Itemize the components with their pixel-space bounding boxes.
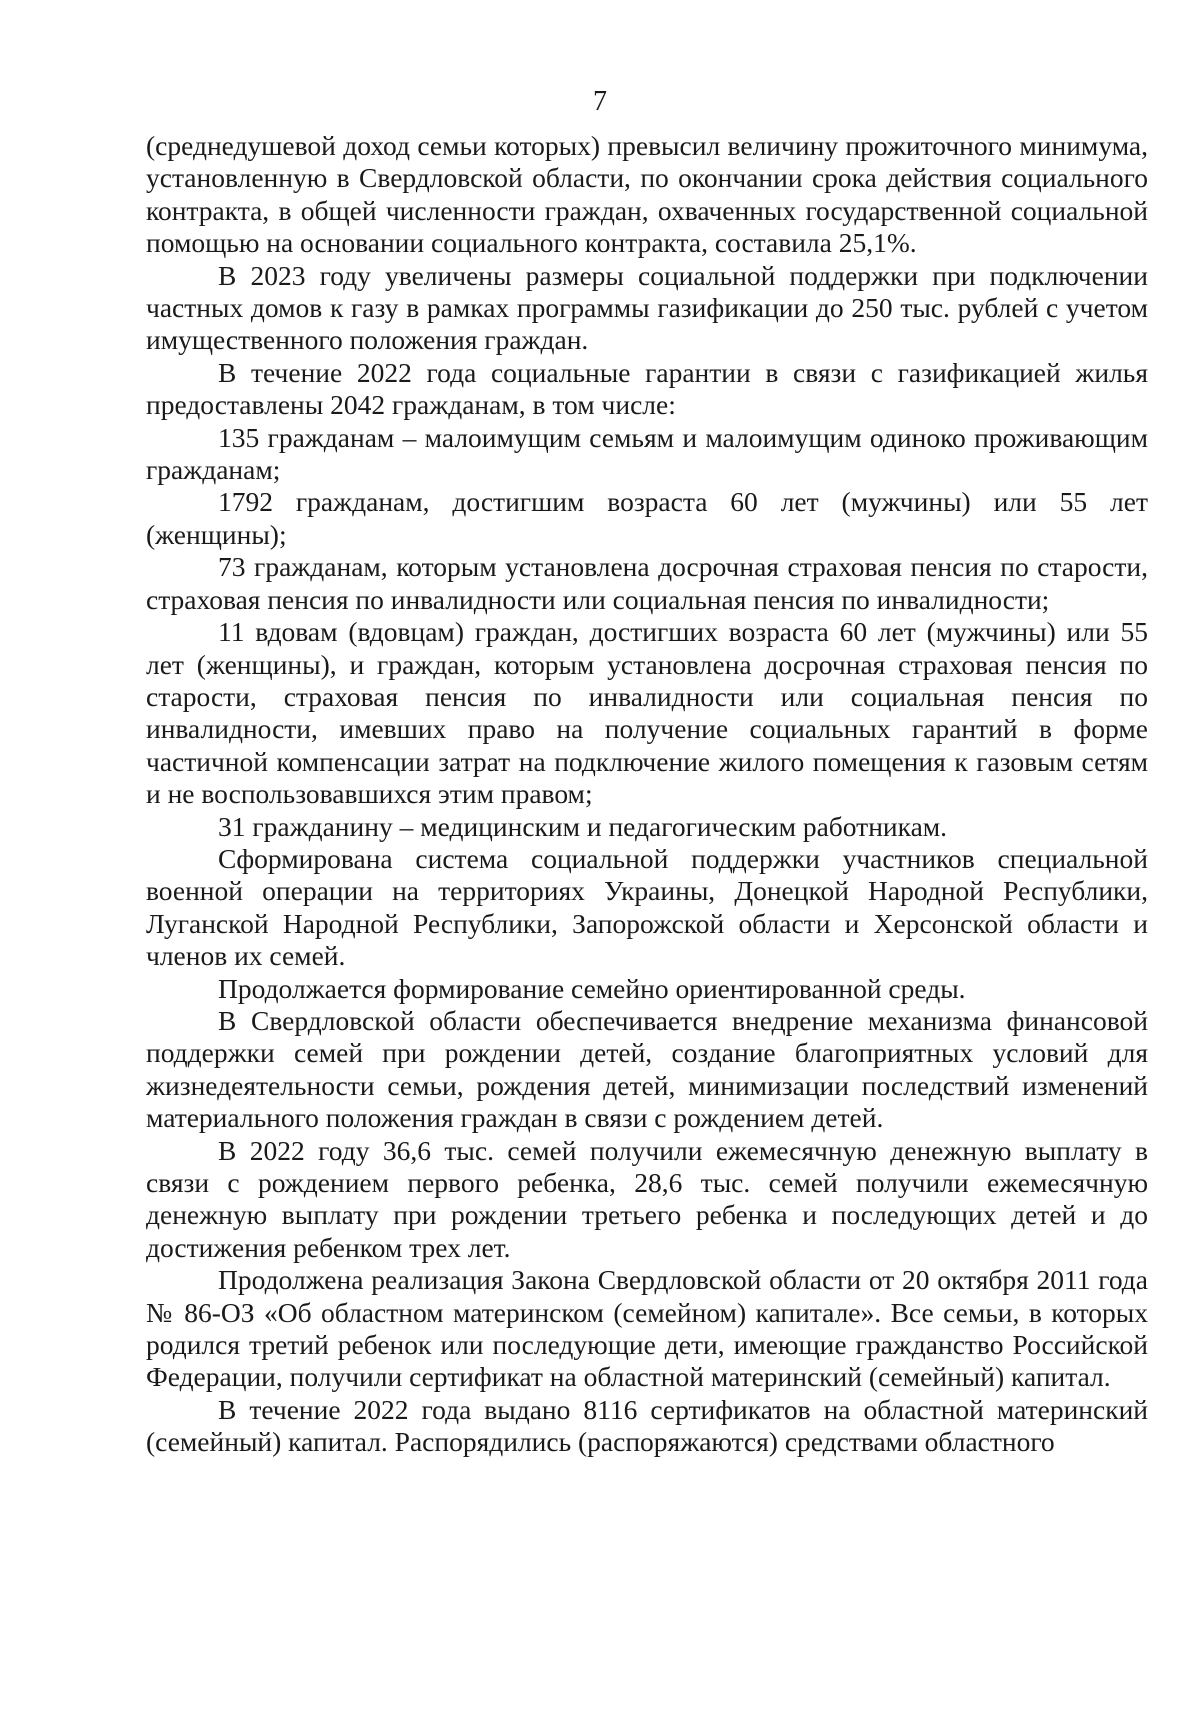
- paragraph-family-environment: Продолжается формирование семейно ориентированной среды.: [218, 972, 966, 1004]
- paragraph-gasification-guarantees-2022: В течение 2022 года социальные гарантии в связи с газификацией жилья предоставлены 2042 гражданам, в том числе:: [146, 356, 1148, 421]
- paragraph-family-financial-support: В Свердловской области обеспечивается внедрение механизма финансовой поддержки семей при рождении детей, создание благоприятных условий для жизнедеятельности семьи, рождения детей, минимизации последствий изменений материального положения граждан в связи с рождением детей.: [146, 1004, 1148, 1134]
- paragraph-maternity-certificates-2022: В течение 2022 года выдано 8116 сертификатов на областной материнский (семейный) капитал. Распорядились (распоряжаются) средствами областного: [146, 1393, 1148, 1458]
- list-item-low-income-citizens: 135 гражданам – малоимущим семьям и малоимущим одиноко проживающим гражданам;: [146, 421, 1148, 486]
- list-item-early-pension-citizens: 73 гражданам, которым установлена досрочная страховая пенсия по старости, страховая пенсия по инвалидности или социальная пенсия по инвалидности;: [146, 551, 1148, 615]
- paragraph-poverty-exit-share: (среднедушевой доход семьи которых) превысил величину прожиточного минимума, установленную в Свердловской области, по окончании срока действия социального контракта, в общей численности граждан, охваченных государственной социальной помощью на основании социального контракта, составила 25,1%.: [146, 130, 1148, 259]
- list-item-widows-widowers: 11 вдовам (вдовцам) граждан, достигших возраста 60 лет (мужчины) или 55 лет (женщины), и граждан, которым установлена досрочная страховая пенсия по старости, страховая пенсия по инвалидности или социальная пенсия по инвалидности, имевших право на получение социальных гарантий в форме частичной компенсации затрат на подключение жилого помещения к газовым сетям и не воспользовавшихся этим правом;: [146, 616, 1148, 810]
- paragraph-monthly-payments-2022: В 2022 году 36,6 тыс. семей получили ежемесячную денежную выплату в связи с рождением первого ребенка, 28,6 тыс. семей получили ежемесячную денежную выплату при рождении третьего ребенка и последующих детей и до достижения ребенком трех лет.: [146, 1134, 1148, 1263]
- page-number: 7: [593, 86, 607, 117]
- list-item-pension-age-citizens: 1792 гражданам, достигшим возраста 60 лет (мужчины) или 55 лет (женщины);: [146, 486, 1148, 550]
- paragraph-gasification-support-2023: В 2023 году увеличены размеры социальной поддержки при подключении частных домов к газу в рамках программы газификации до 250 тыс. рублей с учетом имущественного положения граждан.: [146, 259, 1148, 356]
- list-item-medical-teachers: 31 гражданину – медицинским и педагогическим работникам.: [218, 810, 948, 842]
- paragraph-maternity-capital-law: Продолжена реализация Закона Свердловской области от 20 октября 2011 года № 86-ОЗ «Об областном материнском (семейном) капитале». Все семьи, в которых родился третий ребенок или последующие дети, имеющие гражданство Российской Федерации, получили сертификат на областной материнский (семейный) капитал.: [146, 1264, 1148, 1393]
- document-body: [146, 130, 1148, 1459]
- paragraph-svo-participants-support: Сформирована система социальной поддержки участников специальной военной операции на территориях Украины, Донецкой Народной Республики, Луганской Народной Республики, Запорожской области и Херсонской области и членов их семей.: [146, 842, 1148, 972]
